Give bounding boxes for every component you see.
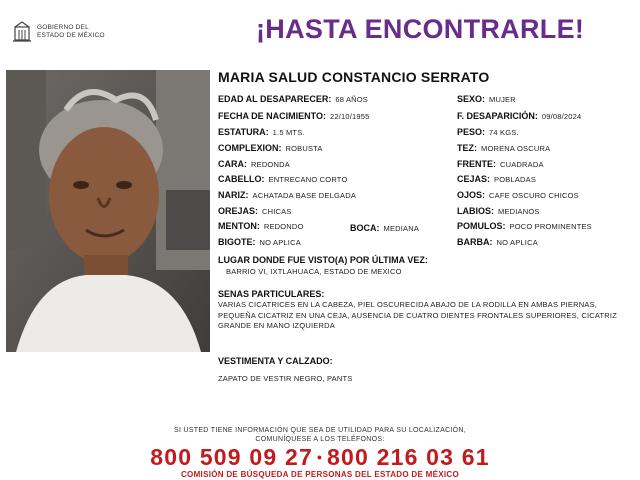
commission-name: COMISIÓN DE BÚSQUEDA DE PERSONAS DEL ESTADO DE MÉXICO: [180, 470, 459, 479]
field-value: NO APLICA: [496, 238, 538, 247]
phone-number-1[interactable]: 800 509 09 27: [150, 444, 313, 470]
field-value: POCO PROMINENTES: [509, 222, 592, 231]
campaign-banner: ¡HASTA ENCONTRARLE!: [256, 14, 585, 44]
field-value: MEDIANOS: [498, 207, 540, 216]
field-value: ROBUSTA: [285, 144, 323, 153]
field-cara: [218, 159, 290, 170]
clothing-label: VESTIMENTA Y CALZADO:: [218, 356, 333, 366]
field-label: FECHA DE NACIMIENTO:: [218, 111, 326, 121]
field-label: SEXO:: [457, 94, 486, 104]
field-value: 74 KGS.: [489, 128, 519, 137]
separator-dot: •: [316, 449, 324, 465]
field-label: EDAD AL DESAPARECER:: [218, 94, 332, 104]
field-boca: [350, 223, 419, 234]
field-value: CAFE OSCURO CHICOS: [489, 191, 579, 200]
logo-line-2: ESTADO DE MÉXICO: [37, 32, 105, 39]
field-label: BARBA:: [457, 237, 493, 247]
field-value: 22/10/1955: [330, 112, 370, 121]
field-bigote: [218, 237, 301, 248]
field-ojos: [457, 190, 579, 201]
field-label: TEZ:: [457, 143, 477, 153]
field-nariz: [218, 190, 356, 201]
field-cabello: [218, 174, 347, 185]
field-label: BOCA:: [350, 223, 380, 233]
field-value: NO APLICA: [259, 238, 301, 247]
field-value: MUJER: [489, 95, 516, 104]
missing-person-photo: [6, 70, 210, 352]
field-pomulos: [457, 221, 592, 232]
field-label: POMULOS:: [457, 221, 506, 231]
field-label: OREJAS:: [218, 206, 259, 216]
field-menton: [218, 221, 304, 232]
location-value: BARRIO VI, IXTLAHUACA, ESTADO DE MEXICO: [226, 267, 402, 276]
clothing-value: ZAPATO DE VESTIR NEGRO, PANTS: [218, 374, 353, 383]
field-fecha-desaparicion: [457, 111, 581, 122]
field-value: CHICAS: [262, 207, 292, 216]
person-portrait-image: [6, 70, 210, 352]
government-logo: [12, 20, 122, 44]
field-label: F. DESAPARICIÓN:: [457, 111, 538, 121]
field-labios: [457, 206, 540, 217]
field-label: CARA:: [218, 159, 247, 169]
field-value: 68 AÑOS: [335, 95, 369, 104]
government-logo-text: [37, 24, 105, 40]
field-value: REDONDA: [251, 160, 290, 169]
field-peso: [457, 127, 519, 138]
state-seal-icon: [12, 21, 32, 43]
particulars-label: SENAS PARTICULARES:: [218, 289, 325, 299]
field-barba: [457, 237, 538, 248]
logo-line-1: GOBIERNO DEL: [37, 24, 89, 31]
field-value: REDONDO: [263, 222, 304, 231]
location-label: LUGAR DONDE FUE VISTO(A) POR ÚLTIMA VEZ:: [218, 255, 428, 265]
field-tez: [457, 143, 550, 154]
field-label: COMPLEXION:: [218, 143, 282, 153]
field-value: CUADRADA: [500, 160, 544, 169]
field-label: PESO:: [457, 127, 486, 137]
field-label: LABIOS:: [457, 206, 494, 216]
phone-number-2[interactable]: 800 216 03 61: [327, 444, 490, 470]
person-name: MARIA SALUD CONSTANCIO SERRATO: [218, 69, 490, 85]
field-label: CABELLO:: [218, 174, 265, 184]
phone-numbers: [0, 444, 640, 471]
field-value: ENTRECANO CORTO: [268, 175, 348, 184]
field-value: 1.5 MTS.: [272, 128, 305, 137]
field-label: OJOS:: [457, 190, 486, 200]
field-label: BIGOTE:: [218, 237, 256, 247]
particulars-value: VARIAS CICATRICES EN LA CABEZA, PIEL OSCURECIDA ABAJO DE LA RODILLA EN AMBAS PIERNAS, PEQUEÑA CICATRIZ EN UNA CEJA, AUSENCIA DE CUATRO DIENTES FRONTALES SUPERIORES, CICATRIZ GRANDE EN MANO IZQUIERDA: [218, 300, 617, 330]
field-cejas: [457, 174, 536, 185]
field-value: POBLADAS: [494, 175, 537, 184]
field-value: 09/08/2024: [541, 112, 582, 121]
contact-note-line-1: SI USTED TIENE INFORMACIÓN QUE SEA DE UTILIDAD PARA SU LOCALIZACIÓN,: [173, 427, 467, 434]
field-edad: [218, 94, 368, 105]
field-sexo: [457, 94, 516, 105]
field-orejas: [218, 206, 292, 217]
contact-note-line-2: COMUNÍQUESE A LOS TELÉFONOS:: [255, 436, 385, 443]
field-label: CEJAS:: [457, 174, 491, 184]
field-value: ACHATADA BASE DELGADA: [252, 191, 357, 200]
field-label: NARIZ:: [218, 190, 249, 200]
field-complexion: [218, 143, 323, 154]
field-label: FRENTE:: [457, 159, 496, 169]
field-fecha-nacimiento: [218, 111, 370, 122]
field-value: MORENA OSCURA: [481, 144, 551, 153]
field-estatura: [218, 127, 305, 138]
field-value: MEDIANA: [383, 224, 420, 233]
field-label: MENTON:: [218, 221, 260, 231]
field-frente: [457, 159, 544, 170]
field-label: ESTATURA:: [218, 127, 269, 137]
